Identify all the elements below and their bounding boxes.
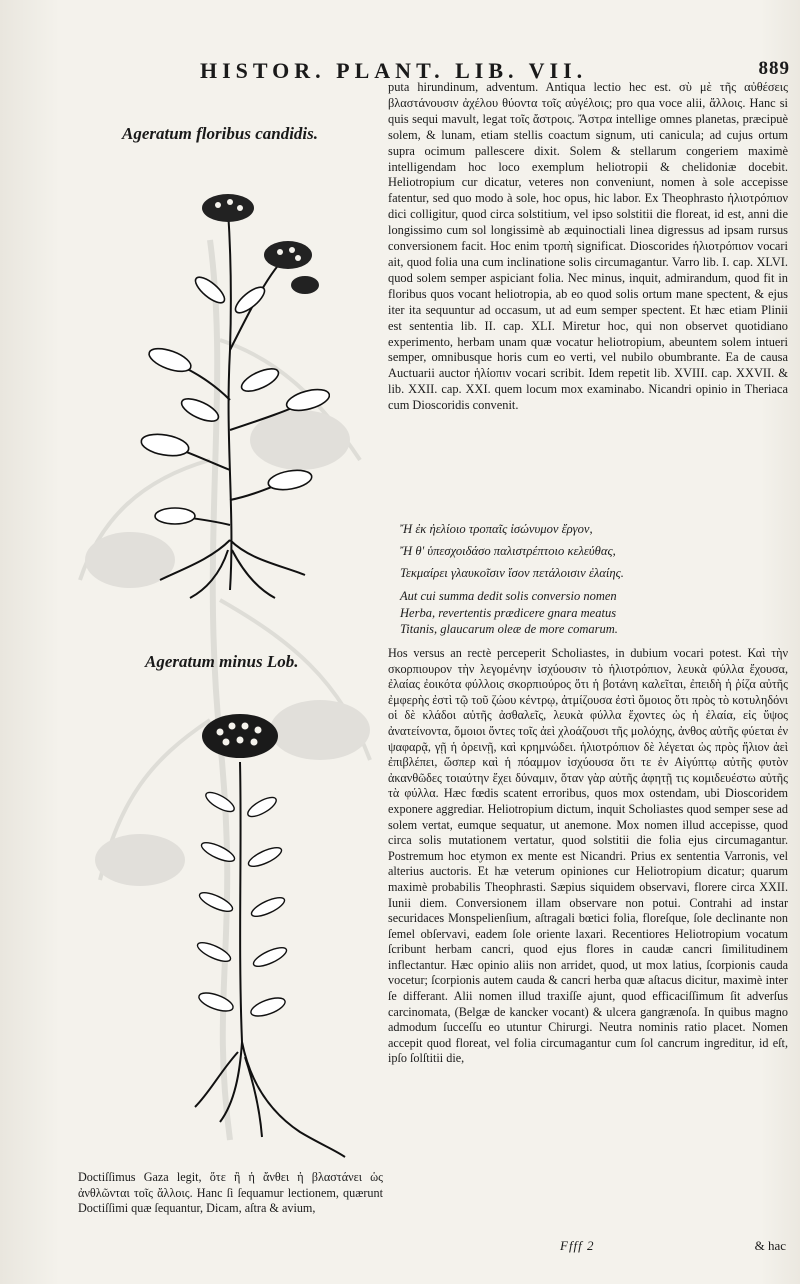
main-text-paragraph-1 [388,80,788,510]
greek-verse-line: Ἤ θ' ὑπεσχοιδάσο παλιστρέπτοιο κελεύθας, [400,544,616,558]
greek-verse-line: Ἤ ἐκ ἠελίοιο τροπαῖς ἰσώνυμον ἔργον, [400,522,593,536]
catchword: & hac [754,1238,786,1253]
ageratum-minus-woodcut [150,712,350,1162]
running-title: HISTOR. PLANT. LIB. VII. [200,58,588,83]
main-text-paragraph-2 [388,646,788,1236]
latin-verse [400,588,780,638]
paragraph-text: puta hirundinum, adventum. Antiqua lectio hec est. σὺ μὲ τῆς αὐθέσεις βλαστάνουσιν ἀχέλου θύοντα τοῖς αὐγέλοις; pro qua voce alii, ἄλλοις. Hanc si quis sequi mavult, legat τοῖς ἄστροις. Ἄστρα intellige omnes planetas, præcipuè solem, & lunam, etiam stellis coactum signum, uti canicula; ad cujus ortum supra ocimum pallescere dixit. Solem & stellarum congeriem maximè intelligendam hoc loco exemplum heliotropii & chelidoniæ docebit. Heliotropium cur dicatur, veteres non conveniunt, nomen à sole accepisse fatentur, sed quo modo à sole, hoc opus, hic labor. Ex Theophrasto ἡλιοτρόπιον dici colligitur, quod circa solstitium, vel ipso solstitii die floreat, id est, anni die longissimo cum sol longissimè ab æquinoctiali linea digressus ad ipsam rursus conversionem facit. Hoc enim τροπὴ significat. Dioscorides ἡλιοτρόπιον vocari ait, quod folia una cum inclinatione solis circumagantur. Varro lib. I. cap. XLVI. quod solem semper aspiciant folia. Nec minus, inquit, admirandum, quod fit in floribus quos vocant heliotropia, ab eo quod solis ortum mane spectent, & ejus iter ita sequuntur ad occasum, ut ad eum semper spectent. Et hæc etiam Plinii est sententia lib. II. cap. XLI. Miretur hoc, qui non observet quotidiano experimento, herbam unam quæ vocatur heliotropium, abeuntem solem intueri semper, omnibusque horis cum eo verti, vel nubilo obumbrante. Ea de causa Auctuarii auctor ἡλίοπιν vocari scribit. Idem repetit lib. XVIII. cap. XXVII. & lib. XXII. cap. XXI. quem locum mox examinabo. Nicandri opinio in Theriaca cum Dioscoridis convenit. [388,80,788,413]
page-number: 889 [758,58,790,79]
ageratum-candidis-woodcut [130,180,330,600]
figure-caption-1: Ageratum floribus candidis. [122,124,319,143]
latin-verse-line: Herba, revertentis prædicere gnara meatus [400,605,617,620]
latin-verse-line: Titanis, glaucarum oleæ de more comarum. [400,622,618,636]
signature-mark: Ffff 2 [560,1238,595,1253]
latin-verse-line: Aut cui summa dedit solis conversio nomen [400,589,617,603]
greek-verse-line: Τεκμαίρει γλαυκοῖσιν ἴσον πετάλοισιν ἐλαίης. [400,566,624,580]
figure-caption-2: Ageratum minus Lob. [145,652,299,671]
greek-verse [400,518,780,584]
paragraph-text: Hos versus an rectè perceperit Scholiastes, in dubium vocari potest. Καὶ τὴν σκορπιουρον τὴν λεγομένην ἰσχύουσιν τὸ ἡλιοτρόπιον, λευκὰ φύλλα ἔχουσα, ἐλαίας ἐοικότα φύλλοις σκορπιούρος ὅτι ἡ βοτάνη καλεῖται, ἐπειδὴ ἡ ῥίζα αὐτῆς ἐμφερὴς ἐστὶ τῷ τοῦ ζώου κέντρῳ, ἀτμίζουσα ἐστὶ ὅμοιος ὅτι πρὸς τὸ κοτυληδόνι οἱ δὲ κλάδοι αὐτῆς ἀσθαλεῖς, λευκὰ φύλλα ἔχοντες ὡς ἡ ἐλαία, εἰς ὕψος ἀνατείνοντα, ὅμοιοι ὄντες τοῖς ἀεὶ χλοάζουσι τῆς μολόχης, ἀνθος αὐτῆς φύεται ἐν ψαφαρᾷ, γῇ ἡ ὀρεινῇ, καὶ κρημνώδει. ἡλιοτρόπιον δὲ λέγεται ὡς πρὸς ἥλιον ἀεὶ ἐπιβλέπει, ὥσπερ καὶ ἡ πόαμμον ἰσχύουσα ὅτι τε ἐν Αἰγύπτῳ αὐτῆς φυτὸν ἀκανθῶδες τοιαύτην ἔχει δύναμιν, ὅταν γὰρ αὐτῆς ἁφητῇ τις κομιδευέστω αὐτῆς τὰ φύλλα. Hæc fœdis scatent erroribus, quos mox ostendam, ubi Dioscoridem exponere aggrediar. Heliotropium dictum, inquit Scholiastes quod semper sese ad solem vertat, eumque sequatur, ut anemone. Mox nomen illud accepisse, quod circa solis mutationem vertatur, quod solstitii die folia ejus circumagantur. Postremum hoc etymon ex mente est Nicandri. Prius ex sententia Varronis, vel alterius auctoris. Et hæ veterum opiniones cur Heliotropium dicatur; quarum maximè probabilis Theophrasti. Sæpius siquidem observavi, florere circa XXII. Iunii diem. Conversionem illam observare non potui. Contrahi ad instar securidaces Monspelienſium, aſtragali bœtici folia, floreſque, ſole declinante non ſemel obſervavi, eadem ſole oriente laxari. Recentiores Heliotropium vocatum ſcribunt herbam cancri, quod ejus flores in caudæ cancri ſimilitudinem inflectantur. Hæc opinio aliis non arridet, quod, ut mox latius, ſcorpionis cauda vocetur; ſcorpionis autem cauda & cancri herba quæ aſtacus dicitur, maximè inter ſe differant. Alii nomen illud traxiſſe ajunt, quod efficaciſſimum ſit adverſus carcinomata, (Belgæ de kancker vocant) & ulcera gangrænoſa. In quibus magno admodum ſucceſſu eo utuntur Chirurgi. Neutra nominis ratio placet. Nomen accepit quod floreat, vel folia circumagantur cum ſol cancrum ingreditur, id eſt, ipſo ſolſtitii die, [388,646,788,1066]
left-column-text: Doctiſſimus Gaza legit, ὅτε ἢ ἡ ἄνθει ἡ βλαστάνει ὡς ἀνθλῶνται τοῖς ἄλλοις. Hanc ſi ſequamur lectionem, quærunt Doctiſſimi quæ ſequantur, Dicam, aſtra & avium, [78,1170,383,1215]
